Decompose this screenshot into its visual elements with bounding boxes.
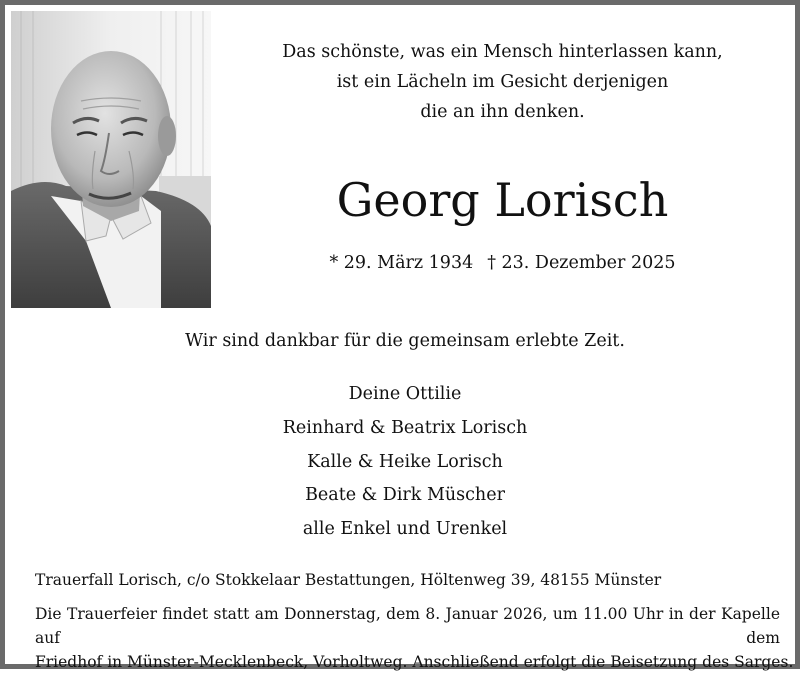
death-date: † 23. Dezember 2025 bbox=[487, 253, 676, 273]
funeral-details-line: Friedhof in Münster-Mecklenbeck, Vorholtweg. Anschließend erfolgt die Beisetzung des Sarges. bbox=[35, 653, 794, 671]
funeral-details-line: Die Trauerfeier findet statt am Donnerstag, dem 8. Januar 2026, um 11.00 Uhr in der Kapelle auf dem bbox=[35, 605, 780, 647]
thanks-line: Wir sind dankbar für die gemeinsam erlebte Zeit. bbox=[185, 331, 625, 351]
portrait-image bbox=[11, 11, 211, 308]
mourners-list bbox=[5, 378, 800, 547]
mourner-entry: Kalle & Heike Lorisch bbox=[307, 451, 503, 472]
birth-date: * 29. März 1934 bbox=[329, 253, 474, 273]
mourner-entry: Reinhard & Beatrix Lorisch bbox=[282, 417, 528, 438]
funeral-details bbox=[35, 602, 794, 674]
quote-line: Das schönste, was ein Mensch hinterlassen kann, bbox=[282, 42, 723, 62]
quote-line: die an ihn denken. bbox=[420, 102, 585, 122]
quote-block bbox=[235, 37, 770, 127]
quote-line: ist ein Lächeln im Gesicht derjenigen bbox=[336, 72, 669, 92]
contact-address: Trauerfall Lorisch, c/o Stokkelaar Bestattungen, Höltenweg 39, 48155 Münster bbox=[35, 571, 662, 589]
deceased-name: Georg Lorisch bbox=[336, 173, 669, 227]
mourner-entry: Beate & Dirk Müscher bbox=[305, 485, 505, 506]
portrait-photo bbox=[11, 11, 211, 308]
mourner-entry: alle Enkel und Urenkel bbox=[302, 519, 508, 540]
life-dates bbox=[235, 248, 770, 278]
mourner-entry: Deine Ottilie bbox=[348, 384, 462, 404]
